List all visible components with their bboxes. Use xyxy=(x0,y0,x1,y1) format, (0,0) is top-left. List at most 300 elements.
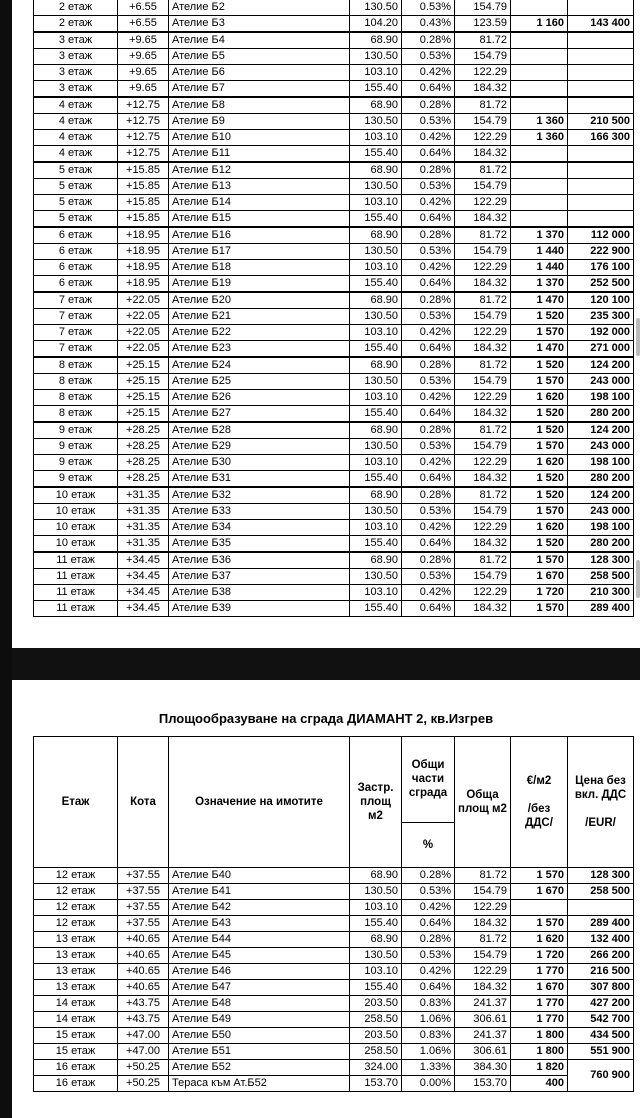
cell-unit: Ателие Б8 xyxy=(169,97,350,114)
cell-pct: 0.28% xyxy=(402,32,455,49)
cell-price: 258 500 xyxy=(568,884,634,900)
cell-total: 81.72 xyxy=(455,422,511,439)
cell-pct: 0.64% xyxy=(402,146,455,163)
cell-eur-m2: 1 720 xyxy=(511,948,568,964)
cell-total: 154.79 xyxy=(455,504,511,520)
cell-eur-m2: 1 520 xyxy=(511,536,568,553)
cell-eur-m2: 1 670 xyxy=(511,884,568,900)
cell-eur-m2: 1 520 xyxy=(511,357,568,374)
cell-unit: Ателие Б31 xyxy=(169,471,350,488)
table-row xyxy=(34,1076,634,1092)
cell-unit: Ателие Б18 xyxy=(169,260,350,276)
cell-price: 289 400 xyxy=(568,916,634,932)
cell-total: 154.79 xyxy=(455,49,511,65)
table-row xyxy=(34,292,634,309)
cell-level: +9.65 xyxy=(118,49,169,65)
cell-pct: 0.28% xyxy=(402,97,455,114)
cell-eur-m2: 1 720 xyxy=(511,585,568,601)
cell-pct: 0.53% xyxy=(402,439,455,455)
cell-built: 68.90 xyxy=(350,292,402,309)
table-row xyxy=(34,97,634,114)
cell-total: 184.32 xyxy=(455,276,511,293)
cell-total: 184.32 xyxy=(455,211,511,228)
cell-unit: Ателие Б49 xyxy=(169,1012,350,1028)
cell-floor: 12 етаж xyxy=(34,884,118,900)
cell-unit: Ателие Б16 xyxy=(169,227,350,244)
cell-level: +9.65 xyxy=(118,65,169,81)
scroll-handle[interactable] xyxy=(636,318,640,356)
cell-built: 130.50 xyxy=(350,0,402,16)
cell-floor: 5 етаж xyxy=(34,211,118,228)
cell-built: 103.10 xyxy=(350,130,402,146)
cell-pct: 0.64% xyxy=(402,81,455,98)
cell-price: 143 400 xyxy=(568,16,634,33)
cell-total: 122.29 xyxy=(455,455,511,471)
table-row xyxy=(34,211,634,228)
table-row xyxy=(34,868,634,884)
table-title: Площообразуване на сграда ДИАМАНТ 2, кв.Изгрев xyxy=(158,711,494,726)
cell-pct: 0.53% xyxy=(402,0,455,16)
cell-pct: 0.42% xyxy=(402,585,455,601)
cell-eur-m2: 1 570 xyxy=(511,916,568,932)
cell-level: +40.65 xyxy=(118,932,169,948)
table-row xyxy=(34,1012,634,1028)
cell-level: +47.00 xyxy=(118,1044,169,1060)
cell-total: 122.29 xyxy=(455,520,511,536)
cell-total: 154.79 xyxy=(455,0,511,16)
cell-built: 103.10 xyxy=(350,964,402,980)
cell-level: +40.65 xyxy=(118,948,169,964)
cell-pct: 0.53% xyxy=(402,309,455,325)
header-eur-per-m2 xyxy=(511,737,568,868)
cell-level: +18.95 xyxy=(118,227,169,244)
cell-pct: 0.42% xyxy=(402,130,455,146)
cell-unit: Ателие Б25 xyxy=(169,374,350,390)
cell-built: 103.10 xyxy=(350,900,402,916)
cell-level: +31.35 xyxy=(118,504,169,520)
table-row xyxy=(34,948,634,964)
cell-eur-m2 xyxy=(511,65,568,81)
cell-price xyxy=(568,49,634,65)
cell-total: 81.72 xyxy=(455,868,511,884)
cell-built: 103.10 xyxy=(350,520,402,536)
cell-pct: 0.53% xyxy=(402,504,455,520)
cell-pct: 0.28% xyxy=(402,868,455,884)
cell-built: 68.90 xyxy=(350,227,402,244)
cell-built: 130.50 xyxy=(350,179,402,195)
cell-pct: 0.28% xyxy=(402,552,455,569)
cell-built: 155.40 xyxy=(350,916,402,932)
lower-price-table xyxy=(33,736,634,1092)
cell-total: 122.29 xyxy=(455,964,511,980)
cell-level: +28.25 xyxy=(118,439,169,455)
cell-total: 154.79 xyxy=(455,948,511,964)
cell-eur-m2: 1 770 xyxy=(511,996,568,1012)
cell-unit: Ателие Б46 xyxy=(169,964,350,980)
cell-eur-m2 xyxy=(511,81,568,98)
cell-pct: 0.28% xyxy=(402,292,455,309)
cell-level: +34.45 xyxy=(118,552,169,569)
cell-built: 68.90 xyxy=(350,422,402,439)
cell-level: +31.35 xyxy=(118,520,169,536)
table-row xyxy=(34,244,634,260)
cell-total: 184.32 xyxy=(455,406,511,423)
cell-price: 112 000 xyxy=(568,227,634,244)
cell-floor: 8 етаж xyxy=(34,357,118,374)
cell-floor: 9 етаж xyxy=(34,471,118,488)
cell-level: +28.25 xyxy=(118,422,169,439)
cell-unit: Ателие Б11 xyxy=(169,146,350,163)
cell-level: +34.45 xyxy=(118,601,169,617)
cell-pct: 0.64% xyxy=(402,211,455,228)
cell-unit: Ателие Б47 xyxy=(169,980,350,996)
cell-pct: 0.00% xyxy=(402,1076,455,1092)
cell-eur-m2: 1 520 xyxy=(511,309,568,325)
cell-unit: Ателие Б2 xyxy=(169,0,350,16)
cell-built: 130.50 xyxy=(350,309,402,325)
cell-total: 122.29 xyxy=(455,260,511,276)
cell-level: +15.85 xyxy=(118,211,169,228)
cell-price: 280 200 xyxy=(568,406,634,423)
cell-level: +9.65 xyxy=(118,81,169,98)
cell-level: +25.15 xyxy=(118,357,169,374)
left-dark-edge xyxy=(0,0,12,1118)
cell-unit: Ателие Б22 xyxy=(169,325,350,341)
table-row xyxy=(34,162,634,179)
cell-price xyxy=(568,0,634,16)
table-row xyxy=(34,81,634,98)
cell-pct: 0.53% xyxy=(402,244,455,260)
cell-pct: 1.06% xyxy=(402,1012,455,1028)
cell-floor: 7 етаж xyxy=(34,292,118,309)
cell-price xyxy=(568,179,634,195)
cell-built: 103.10 xyxy=(350,325,402,341)
cell-level: +25.15 xyxy=(118,390,169,406)
table-row xyxy=(34,276,634,293)
cell-pct: 0.53% xyxy=(402,179,455,195)
table-row xyxy=(34,536,634,553)
cell-unit: Ателие Б44 xyxy=(169,932,350,948)
cell-total: 123.59 xyxy=(455,16,511,33)
cell-price: 280 200 xyxy=(568,536,634,553)
cell-floor: 4 етаж xyxy=(34,114,118,130)
cell-pct: 0.43% xyxy=(402,16,455,33)
cell-built: 68.90 xyxy=(350,868,402,884)
cell-eur-m2: 1 800 xyxy=(511,1044,568,1060)
cell-pct: 0.83% xyxy=(402,1028,455,1044)
table-row xyxy=(34,114,634,130)
cell-built: 130.50 xyxy=(350,884,402,900)
upper-page xyxy=(12,0,640,648)
cell-level: +22.05 xyxy=(118,309,169,325)
cell-total: 154.79 xyxy=(455,179,511,195)
table-row xyxy=(34,504,634,520)
cell-pct: 0.42% xyxy=(402,260,455,276)
header-common-pct: % xyxy=(402,822,455,867)
header-floor: Етаж xyxy=(34,737,118,868)
cell-pct: 0.64% xyxy=(402,916,455,932)
cell-total: 241.37 xyxy=(455,1028,511,1044)
cell-built: 68.90 xyxy=(350,162,402,179)
cell-price: 210 300 xyxy=(568,585,634,601)
cell-built: 155.40 xyxy=(350,341,402,358)
cell-floor: 13 етаж xyxy=(34,948,118,964)
cell-floor: 5 етаж xyxy=(34,195,118,211)
cell-floor: 16 етаж xyxy=(34,1060,118,1076)
cell-total: 81.72 xyxy=(455,97,511,114)
table-row xyxy=(34,916,634,932)
cell-built: 155.40 xyxy=(350,146,402,163)
cell-price: 128 300 xyxy=(568,552,634,569)
cell-price: 252 500 xyxy=(568,276,634,293)
cell-price: 176 100 xyxy=(568,260,634,276)
cell-level: +18.95 xyxy=(118,276,169,293)
cell-pct: 0.28% xyxy=(402,162,455,179)
cell-level: +47.00 xyxy=(118,1028,169,1044)
cell-built: 130.50 xyxy=(350,114,402,130)
cell-level: +22.05 xyxy=(118,341,169,358)
cell-price: 243 000 xyxy=(568,504,634,520)
cell-floor: 11 етаж xyxy=(34,569,118,585)
cell-unit: Ателие Б24 xyxy=(169,357,350,374)
cell-pct: 0.53% xyxy=(402,948,455,964)
table-row xyxy=(34,406,634,423)
cell-level: +12.75 xyxy=(118,146,169,163)
table-row xyxy=(34,471,634,488)
cell-floor: 16 етаж xyxy=(34,1076,118,1092)
header-common-parts: Общи части сграда xyxy=(402,737,455,823)
cell-pct: 0.28% xyxy=(402,932,455,948)
cell-level: +18.95 xyxy=(118,260,169,276)
cell-total: 184.32 xyxy=(455,980,511,996)
cell-eur-m2: 1 620 xyxy=(511,932,568,948)
cell-unit: Ателие Б9 xyxy=(169,114,350,130)
cell-eur-m2: 1 770 xyxy=(511,964,568,980)
cell-floor: 15 етаж xyxy=(34,1028,118,1044)
cell-pct: 0.42% xyxy=(402,65,455,81)
header-price-label: Цена без вкл. ДДС xyxy=(574,775,627,801)
cell-pct: 0.28% xyxy=(402,227,455,244)
cell-floor: 10 етаж xyxy=(34,504,118,520)
table-row xyxy=(34,1028,634,1044)
cell-unit: Ателие Б5 xyxy=(169,49,350,65)
cell-price: 235 300 xyxy=(568,309,634,325)
cell-eur-m2: 1 670 xyxy=(511,569,568,585)
cell-price: 128 300 xyxy=(568,868,634,884)
cell-built: 68.90 xyxy=(350,357,402,374)
cell-price: 192 000 xyxy=(568,325,634,341)
cell-level: +15.85 xyxy=(118,195,169,211)
cell-total: 154.79 xyxy=(455,569,511,585)
cell-level: +25.15 xyxy=(118,374,169,390)
cell-level: +50.25 xyxy=(118,1060,169,1076)
cell-total: 122.29 xyxy=(455,900,511,916)
cell-total: 154.79 xyxy=(455,884,511,900)
cell-floor: 5 етаж xyxy=(34,179,118,195)
cell-built: 68.90 xyxy=(350,97,402,114)
cell-unit: Ателие Б13 xyxy=(169,179,350,195)
cell-eur-m2: 1 570 xyxy=(511,601,568,617)
page-gap xyxy=(12,648,640,680)
cell-eur-m2 xyxy=(511,179,568,195)
cell-built: 130.50 xyxy=(350,948,402,964)
cell-built: 68.90 xyxy=(350,552,402,569)
cell-total: 81.72 xyxy=(455,932,511,948)
cell-price: 198 100 xyxy=(568,520,634,536)
cell-floor: 10 етаж xyxy=(34,487,118,504)
cell-built: 155.40 xyxy=(350,211,402,228)
cell-price: 198 100 xyxy=(568,390,634,406)
table-row xyxy=(34,884,634,900)
table-row xyxy=(34,601,634,617)
cell-total: 154.79 xyxy=(455,439,511,455)
cell-total: 184.32 xyxy=(455,146,511,163)
cell-eur-m2: 1 440 xyxy=(511,244,568,260)
cell-total: 184.32 xyxy=(455,341,511,358)
cell-floor: 10 етаж xyxy=(34,520,118,536)
cell-price: 243 000 xyxy=(568,374,634,390)
cell-floor: 5 етаж xyxy=(34,162,118,179)
table-row xyxy=(34,16,634,33)
cell-pct: 0.53% xyxy=(402,114,455,130)
table-row xyxy=(34,900,634,916)
cell-unit: Ателие Б23 xyxy=(169,341,350,358)
cell-floor: 4 етаж xyxy=(34,97,118,114)
cell-level: +34.45 xyxy=(118,585,169,601)
cell-pct: 0.28% xyxy=(402,357,455,374)
cell-built: 130.50 xyxy=(350,569,402,585)
cell-built: 258.50 xyxy=(350,1012,402,1028)
table-row xyxy=(34,932,634,948)
cell-floor: 4 етаж xyxy=(34,146,118,163)
table-row xyxy=(34,996,634,1012)
cell-eur-m2: 1 620 xyxy=(511,520,568,536)
cell-unit: Ателие Б41 xyxy=(169,884,350,900)
cell-floor: 13 етаж xyxy=(34,932,118,948)
cell-total: 184.32 xyxy=(455,916,511,932)
cell-eur-m2: 1 370 xyxy=(511,227,568,244)
cell-built: 103.10 xyxy=(350,260,402,276)
cell-unit: Ателие Б51 xyxy=(169,1044,350,1060)
cell-unit: Ателие Б29 xyxy=(169,439,350,455)
cell-total: 154.79 xyxy=(455,114,511,130)
cell-built: 103.10 xyxy=(350,455,402,471)
cell-eur-m2: 400 xyxy=(511,1076,568,1092)
cell-unit: Ателие Б52 xyxy=(169,1060,350,1076)
cell-unit: Ателие Б48 xyxy=(169,996,350,1012)
cell-eur-m2 xyxy=(511,32,568,49)
cell-price: 216 500 xyxy=(568,964,634,980)
cell-eur-m2: 1 470 xyxy=(511,292,568,309)
cell-unit: Ателие Б42 xyxy=(169,900,350,916)
cell-level: +37.55 xyxy=(118,900,169,916)
cell-unit: Ателие Б40 xyxy=(169,868,350,884)
table-row xyxy=(34,227,634,244)
cell-pct: 0.64% xyxy=(402,341,455,358)
cell-floor: 3 етаж xyxy=(34,49,118,65)
cell-level: +31.35 xyxy=(118,487,169,504)
header-level: Кота xyxy=(118,737,169,868)
cell-eur-m2 xyxy=(511,146,568,163)
cell-price: 120 100 xyxy=(568,292,634,309)
cell-level: +37.55 xyxy=(118,868,169,884)
cell-total: 306.61 xyxy=(455,1012,511,1028)
cell-eur-m2 xyxy=(511,97,568,114)
cell-floor: 12 етаж xyxy=(34,900,118,916)
upper-price-table xyxy=(33,0,634,617)
cell-eur-m2: 1 770 xyxy=(511,1012,568,1028)
cell-built: 155.40 xyxy=(350,406,402,423)
cell-pct: 1.06% xyxy=(402,1044,455,1060)
cell-eur-m2: 1 570 xyxy=(511,374,568,390)
cell-unit: Ателие Б14 xyxy=(169,195,350,211)
cell-pct: 0.53% xyxy=(402,884,455,900)
cell-level: +15.85 xyxy=(118,162,169,179)
cell-pct: 0.53% xyxy=(402,49,455,65)
cell-floor: 13 етаж xyxy=(34,964,118,980)
cell-unit: Ателие Б39 xyxy=(169,601,350,617)
cell-eur-m2: 1 570 xyxy=(511,868,568,884)
cell-total: 81.72 xyxy=(455,292,511,309)
table-row xyxy=(34,325,634,341)
cell-eur-m2: 1 160 xyxy=(511,16,568,33)
cell-price: 427 200 xyxy=(568,996,634,1012)
cell-floor: 3 етаж xyxy=(34,81,118,98)
cell-total: 184.32 xyxy=(455,471,511,488)
cell-floor: 13 етаж xyxy=(34,980,118,996)
cell-level: +37.55 xyxy=(118,884,169,900)
cell-pct: 0.53% xyxy=(402,374,455,390)
cell-floor: 7 етаж xyxy=(34,341,118,358)
cell-price: 307 800 xyxy=(568,980,634,996)
cell-pct: 0.42% xyxy=(402,964,455,980)
cell-unit: Ателие Б10 xyxy=(169,130,350,146)
cell-total: 384.30 xyxy=(455,1060,511,1076)
table-row xyxy=(34,964,634,980)
cell-floor: 8 етаж xyxy=(34,390,118,406)
table-row xyxy=(34,520,634,536)
cell-price-merged: 760 900 xyxy=(568,1060,634,1092)
cell-price: 132 400 xyxy=(568,932,634,948)
cell-eur-m2: 1 620 xyxy=(511,455,568,471)
cell-eur-m2 xyxy=(511,0,568,16)
header-price-note: /EUR/ xyxy=(585,817,616,829)
cell-unit: Ателие Б36 xyxy=(169,552,350,569)
header-total-area: Обща площ м2 xyxy=(455,737,511,868)
cell-eur-m2: 1 820 xyxy=(511,1060,568,1076)
table-row xyxy=(34,179,634,195)
table-row xyxy=(34,49,634,65)
cell-level: +12.75 xyxy=(118,114,169,130)
header-eur-per-m2-note: /без ДДС/ xyxy=(525,803,553,829)
cell-eur-m2: 1 360 xyxy=(511,130,568,146)
cell-floor: 11 етаж xyxy=(34,552,118,569)
table-row xyxy=(34,1044,634,1060)
cell-floor: 6 етаж xyxy=(34,276,118,293)
cell-eur-m2: 1 670 xyxy=(511,980,568,996)
cell-level: +22.05 xyxy=(118,325,169,341)
cell-total: 122.29 xyxy=(455,195,511,211)
cell-eur-m2: 1 570 xyxy=(511,504,568,520)
cell-unit: Ателие Б21 xyxy=(169,309,350,325)
scroll-handle[interactable] xyxy=(636,560,640,598)
cell-total: 81.72 xyxy=(455,162,511,179)
cell-unit: Ателие Б3 xyxy=(169,16,350,33)
table-row xyxy=(34,341,634,358)
table-row xyxy=(34,130,634,146)
cell-pct: 0.42% xyxy=(402,195,455,211)
cell-floor: 8 етаж xyxy=(34,406,118,423)
